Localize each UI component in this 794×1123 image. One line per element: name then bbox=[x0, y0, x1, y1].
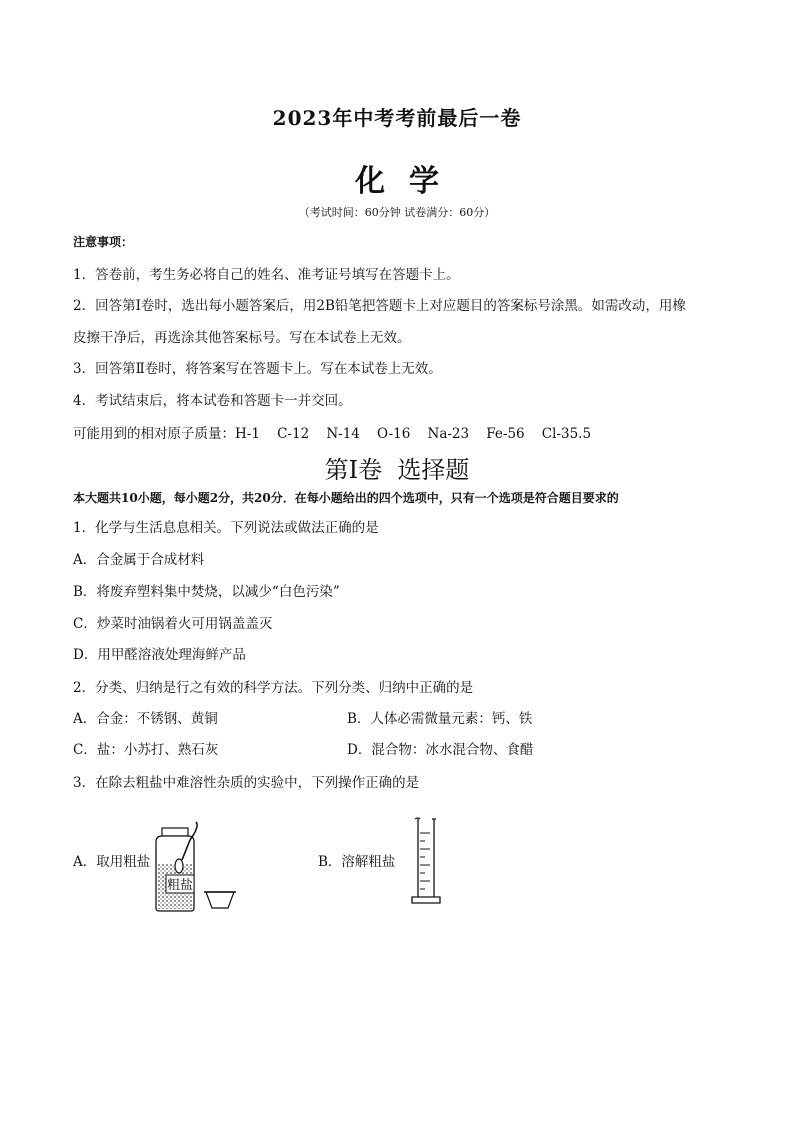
question-2-option-a: A．合金：不锈钢、黄铜 bbox=[73, 711, 218, 727]
jar-label: 粗盐 bbox=[166, 878, 194, 893]
question-3-option-b: B．溶解粗盐 bbox=[318, 854, 396, 870]
note-item-3: 3．回答第Ⅱ卷时，将答案写在答题卡上。写在本试卷上无效。 bbox=[73, 361, 442, 377]
question-1-stem: 1．化学与生活息息相关。下列说法或做法正确的是 bbox=[73, 520, 379, 536]
note-item-1: 1．答卷前，考生务必将自己的姓名、准考证号填写在答题卡上。 bbox=[73, 267, 460, 283]
subject-title: 化学 bbox=[355, 164, 463, 199]
question-2-stem: 2．分类、归纳是行之有效的科学方法。下列分类、归纳中正确的是 bbox=[73, 680, 474, 696]
exam-title: 2023年中考考前最后一卷 bbox=[272, 106, 522, 130]
part-1-intro: 本大题共10小题，每小题2分，共20分．在每小题给出的四个选项中，只有一个选项是符合题目要求的 bbox=[73, 491, 619, 505]
exam-info: （考试时间：60分钟 试卷满分：60分） bbox=[298, 206, 496, 219]
question-1-option-b: B．将废弃塑料集中焚烧，以减少“白色污染” bbox=[73, 584, 340, 600]
graduated-cylinder-figure bbox=[408, 815, 448, 907]
atomic-masses: 可能用到的相对原子质量：H-1 C-12 N-14 O-16 Na-23 Fe-56 Cl-35.5 bbox=[73, 426, 592, 442]
question-1-option-d: D．用甲醛溶液处理海鲜产品 bbox=[73, 647, 246, 663]
question-3-stem: 3．在除去粗盐中难溶性杂质的实验中，下列操作正确的是 bbox=[73, 775, 420, 791]
note-item-4: 4．考试结束后，将本试卷和答题卡一并交回。 bbox=[73, 393, 352, 409]
salt-jar-figure bbox=[150, 820, 260, 915]
question-1-option-c: C．炒菜时油锅着火可用锅盖盖灭 bbox=[73, 616, 273, 632]
question-2-option-d: D．混合物：冰水混合物、食醋 bbox=[347, 742, 534, 758]
question-3-option-a: A．取用粗盐 bbox=[73, 854, 151, 870]
question-1-option-a: A．合金属于合成材料 bbox=[73, 552, 205, 568]
part-1-title: 第Ⅰ卷 选择题 bbox=[324, 456, 470, 484]
note-item-2-line-2: 皮擦干净后，再选涂其他答案标号。写在本试卷上无效。 bbox=[73, 330, 411, 346]
notes-heading: 注意事项： bbox=[73, 235, 134, 249]
question-2-option-c: C．盐：小苏打、熟石灰 bbox=[73, 742, 219, 758]
note-item-2-line-1: 2．回答第Ⅰ卷时，选出每小题答案后，用2B铅笔把答题卡上对应题目的答案标号涂黑。如需改动，用橡 bbox=[73, 298, 686, 314]
question-2-option-b: B．人体必需微量元素：钙、铁 bbox=[347, 711, 533, 727]
